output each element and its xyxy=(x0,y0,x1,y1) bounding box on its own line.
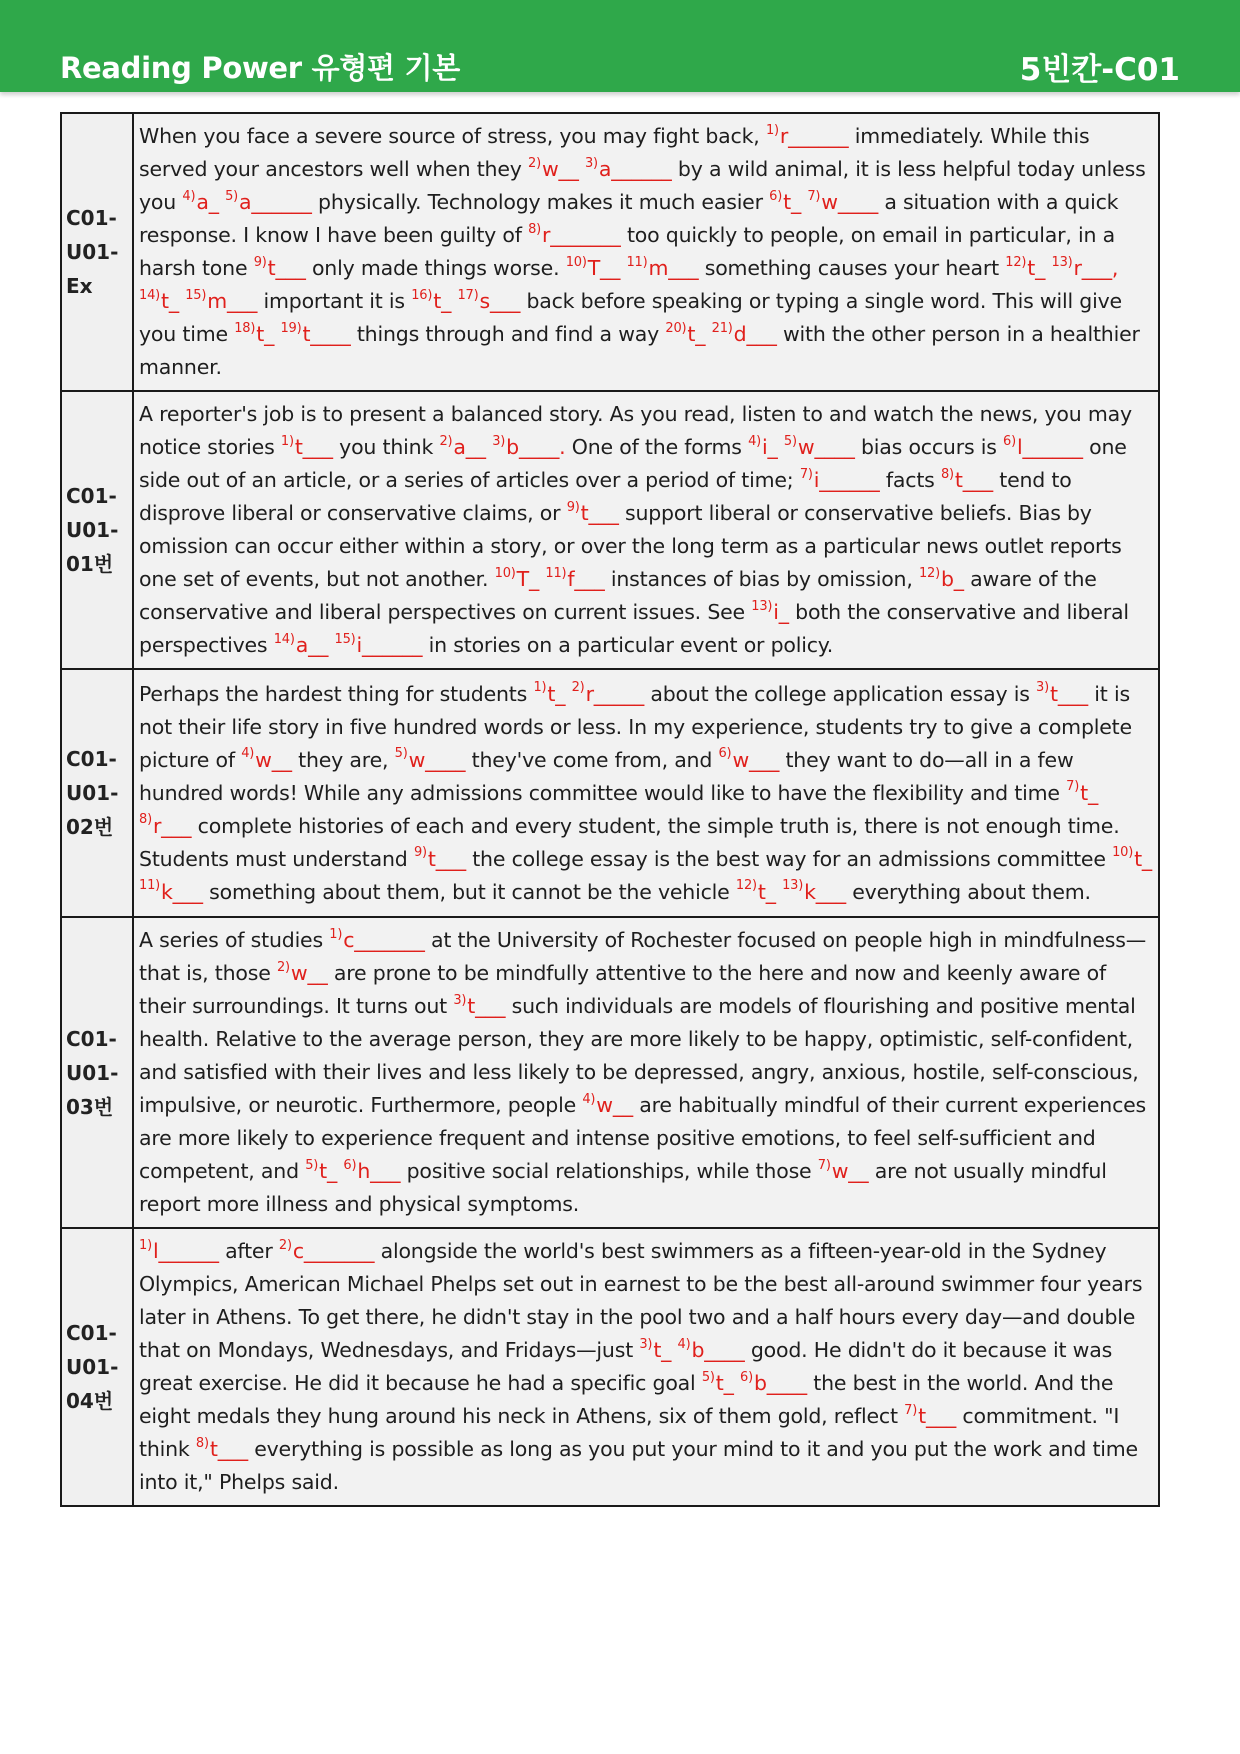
blank-number: 3) xyxy=(453,992,467,1008)
blank-field[interactable]: $^{1)}$t___ xyxy=(280,433,333,459)
blank-number: 1) xyxy=(139,1237,152,1253)
table-row xyxy=(61,113,1159,391)
blank-number: 1) xyxy=(329,926,343,942)
blank-field[interactable]: $^{4)}$w__ xyxy=(241,746,292,772)
blank-field[interactable]: $^{13)}$i_ xyxy=(751,598,789,624)
blank-number: 12) xyxy=(735,878,757,894)
blank-field[interactable]: $^{11)}$f___ xyxy=(545,565,605,591)
blank-field[interactable]: $^{16)}$t_ xyxy=(411,287,452,313)
blank-number: 7) xyxy=(817,1157,831,1173)
blank-field[interactable]: $^{2)}$c_______ xyxy=(278,1237,375,1263)
blank-number: 13) xyxy=(782,878,804,894)
row-label-line: 01번 xyxy=(66,552,114,576)
blank-field[interactable]: $^{5)}$t_ xyxy=(701,1369,734,1395)
blank-number: 4) xyxy=(748,433,762,449)
blank-field[interactable]: $^{14)}$a__ xyxy=(273,631,329,657)
blank-field[interactable]: $^{21)}$d___ xyxy=(711,320,777,346)
passage: $^{1)}$l______ after $^{2)}$c_______ alongside the world's best swimmers as a fifteen-year-old in the Sydney Olympics, American Michael Phelps set out in earnest to be the best all-around swimmer four years later in Athens. To get there, he didn't stay in the pool two and a half hours every day—and double that on Mondays, Wednesdays, and Fridays—just $^{3)}$t_ $^{4)}$b____ good. He didn't do it because it was great exercise. He did it because he had a specific goal $^{5)}$t_ $^{6)}$b____ the best in the world. And the eight medals they hung around his neck in Athens, six of them gold, reflect $^{7)}$t___ commitment. "I think $^{8)}$t___ everything is possible as long as you put your mind to it and you put the work and time into it," Phelps said. xyxy=(133,1228,1159,1506)
blank-number: 6) xyxy=(718,746,732,762)
blank-field[interactable]: $^{9)}$t___ xyxy=(566,499,619,525)
table-row xyxy=(61,669,1159,917)
blank-field[interactable]: $^{6)}$h___ xyxy=(343,1157,401,1183)
table-row xyxy=(61,1228,1159,1506)
blank-field[interactable]: $^{7)}$t___ xyxy=(904,1402,957,1428)
row-label-line: U01- xyxy=(66,240,119,264)
blank-number: 20) xyxy=(665,320,687,336)
blank-number: 5) xyxy=(305,1157,319,1173)
blank-number: 4) xyxy=(677,1336,691,1352)
blank-field[interactable]: $^{8)}$r_______ xyxy=(528,221,621,247)
blank-number: 6) xyxy=(343,1157,357,1173)
blank-number: 5) xyxy=(783,433,797,449)
blank-field[interactable]: $^{1)}$t_ xyxy=(533,680,566,706)
blank-field[interactable]: $^{5)}$a______ xyxy=(225,188,312,214)
blank-number: 7) xyxy=(904,1402,918,1418)
blank-number: 2) xyxy=(439,433,453,449)
blank-field[interactable]: $^{3)}$t_ xyxy=(639,1336,672,1362)
blank-number: 12) xyxy=(1005,254,1027,270)
blank-number: 13) xyxy=(751,598,773,614)
blank-number: 16) xyxy=(411,287,433,303)
blank-number: 13) xyxy=(1051,254,1073,270)
passage: A series of studies $^{1)}$c_______ at the University of Rochester focused on people high in mindfulness—that is, those $^{2)}$w__ are prone to be mindfully attentive to the here and now and keenly aware of their surroundings. It turns out $^{3)}$t___ such individuals are models of flourishing and positive mental health. Relative to the average person, they are more likely to be happy, optimistic, self-confident, and satisfied with their lives and less likely to be depressed, angry, anxious, hostile, self-conscious, impulsive, or neurotic. Furthermore, people $^{4)}$w__ are habitually mindful of their current experiences are more likely to experience frequent and intense positive emotions, to feel self-sufficient and competent, and $^{5)}$t_ $^{6)}$h___ positive social relationships, while those $^{7)}$w__ are not usually mindful report more illness and physical symptoms. xyxy=(133,917,1159,1228)
blank-field[interactable]: $^{12)}$t_ xyxy=(735,878,776,904)
blank-field[interactable]: $^{7)}$w____ xyxy=(807,188,879,214)
blank-field[interactable]: $^{19)}$t____ xyxy=(280,320,351,346)
blank-number: 19) xyxy=(280,320,302,336)
blank-field[interactable]: $^{2)}$w__ xyxy=(528,155,579,181)
blank-number: 6) xyxy=(740,1369,753,1385)
blank-field[interactable]: $^{10)}$t_ xyxy=(1112,845,1152,871)
blank-number: 8) xyxy=(139,812,152,828)
row-label-line: C01- xyxy=(66,484,117,508)
row-label-line: 03번 xyxy=(66,1094,114,1119)
blank-field[interactable]: $^{5)}$w____ xyxy=(394,746,466,772)
blank-number: 15) xyxy=(334,631,356,647)
blank-number: 3) xyxy=(492,433,506,449)
row-label-line: U01- xyxy=(66,781,119,805)
blank-field[interactable]: $^{9)}$t___ xyxy=(413,845,466,871)
blank-number: 10) xyxy=(494,565,516,581)
blank-field[interactable]: $^{15)}$m___ xyxy=(185,287,258,313)
blank-field[interactable]: $^{6)}$l______ xyxy=(1003,433,1083,459)
blank-field[interactable]: $^{13)}$r___, xyxy=(1051,254,1119,280)
blank-field[interactable]: $^{14)}$t_ xyxy=(139,287,179,313)
blank-field[interactable]: $^{7)}$t_ xyxy=(1066,779,1098,805)
page-header xyxy=(0,0,1240,92)
row-label-line: C01- xyxy=(66,206,117,230)
blank-field[interactable]: $^{3)}$a______ xyxy=(584,155,672,181)
row-label-line: C01- xyxy=(66,1026,117,1051)
blank-number: 4) xyxy=(582,1091,596,1107)
row-label-line: C01- xyxy=(66,747,117,771)
blank-field[interactable]: $^{20)}$t_ xyxy=(665,320,706,346)
row-label-line: Ex xyxy=(66,274,93,298)
blank-field[interactable]: $^{1)}$c_______ xyxy=(329,926,425,952)
blank-number: 4) xyxy=(182,188,196,204)
blank-number: 11) xyxy=(139,878,161,894)
blank-number: 4) xyxy=(241,746,255,762)
blank-number: 1) xyxy=(533,680,547,696)
blank-number: 8) xyxy=(195,1435,209,1451)
table-row xyxy=(61,917,1159,1228)
blank-field[interactable]: $^{6)}$w___ xyxy=(718,746,780,772)
blank-field[interactable]: $^{4)}$w__ xyxy=(582,1091,633,1117)
blank-number: 5) xyxy=(701,1369,715,1385)
section-code: 5빈칸-C01 xyxy=(1019,52,1180,88)
blank-number: 2) xyxy=(276,959,290,975)
row-label xyxy=(61,1228,133,1506)
blank-field[interactable]: $^{2)}$w__ xyxy=(276,959,328,985)
blank-field[interactable]: $^{10)}$T__ xyxy=(565,254,621,280)
blank-field[interactable]: $^{9)}$t___ xyxy=(253,254,306,280)
blank-number: 17) xyxy=(457,287,479,303)
blank-field[interactable]: $^{5)}$w____ xyxy=(783,433,855,459)
worksheet-table xyxy=(60,112,1160,1507)
blank-field[interactable]: $^{11)}$k___ xyxy=(139,878,203,904)
blank-field[interactable]: $^{11)}$m___ xyxy=(626,254,699,280)
blank-field[interactable]: $^{6)}$b____ xyxy=(740,1369,807,1395)
blank-field[interactable]: $^{3)}$t___ xyxy=(453,992,506,1018)
blank-field[interactable]: $^{1)}$l______ xyxy=(139,1237,219,1263)
blank-field[interactable]: $^{4)}$a_ xyxy=(182,188,219,214)
blank-field[interactable]: $^{12)}$t_ xyxy=(1005,254,1046,280)
blank-number: 8) xyxy=(940,466,954,482)
blank-field[interactable]: $^{17)}$s___ xyxy=(457,287,521,313)
blank-number: 9) xyxy=(253,254,267,270)
blank-number: 3) xyxy=(1036,680,1049,696)
blank-field[interactable]: $^{4)}$i_ xyxy=(748,433,778,459)
passage: When you face a severe source of stress, you may fight back, $^{1)}$r______ immediately. While this served your ancestors well when they $^{2)}$w__ $^{3)}$a______ by a wild animal, it is less helpful today unless you $^{4)}$a_ $^{5)}$a______ physically. Technology makes it much easier $^{6)}$t_ $^{7)}$w____ a situation with a quick response. I know I have been guilty of $^{8)}$r_______ too quickly to people, on email in particular, in a harsh tone $^{9)}$t___ only made things worse. $^{10)}$T__ $^{11)}$m___ something causes your heart $^{12)}$t_ $^{13)}$r___, $^{14)}$t_ $^{15)}$m___ important it is $^{16)}$t_ $^{17)}$s___ back before speaking or typing a single word. This will give you time $^{18)}$t_ $^{19)}$t____ things through and find a way $^{20)}$t_ $^{21)}$d___ with the other person in a healthier manner. xyxy=(133,113,1159,391)
blank-field[interactable]: $^{5)}$t_ xyxy=(305,1157,338,1183)
blank-field[interactable]: $^{3)}$b____. xyxy=(492,433,566,459)
blank-number: 11) xyxy=(626,254,648,270)
blank-field[interactable]: $^{3)}$t___ xyxy=(1036,680,1088,706)
passage: Perhaps the hardest thing for students $^{1)}$t_ $^{2)}$r_____ about the college application essay is $^{3)}$t___ it is not their life story in five hundred words or less. In my experience, students try to give a complete picture of $^{4)}$w__ they are, $^{5)}$w____ they've come from, and $^{6)}$w___ they want to do—all in a few hundred words! While any admissions committee would like to have the flexibility and time $^{7)}$t_ $^{8)}$r___ complete histories of each and every student, the simple truth is, there is not enough time. Students must understand $^{9)}$t___ the college essay is the best way for an admissions committee $^{10)}$t_ $^{11)}$k___ something about them, but it cannot be the vehicle $^{12)}$t_ $^{13)}$k___ everything about them. xyxy=(133,669,1159,917)
blank-number: 10) xyxy=(565,254,587,270)
blank-field[interactable]: $^{4)}$b____ xyxy=(677,1336,745,1362)
blank-field[interactable]: $^{8)}$r___ xyxy=(139,812,192,838)
blank-field[interactable]: $^{8)}$t___ xyxy=(195,1435,248,1461)
blank-field[interactable]: $^{13)}$k___ xyxy=(782,878,846,904)
row-label xyxy=(61,391,133,669)
blank-number: 18) xyxy=(234,320,256,336)
blank-number: 2) xyxy=(278,1237,292,1253)
blank-field[interactable]: $^{15)}$i______ xyxy=(334,631,423,657)
blank-number: 12) xyxy=(918,565,940,581)
blank-number: 7) xyxy=(799,466,813,482)
row-label-line: U01- xyxy=(66,518,119,542)
blank-number: 14) xyxy=(139,287,161,303)
blank-number: 3) xyxy=(639,1336,653,1352)
blank-field[interactable]: $^{10)}$T_ xyxy=(494,565,540,591)
blank-field[interactable]: $^{2)}$a__ xyxy=(439,433,486,459)
blank-number: 5) xyxy=(225,188,239,204)
blank-number: 2) xyxy=(528,155,541,171)
blank-number: 7) xyxy=(1066,779,1080,795)
blank-number: 9) xyxy=(413,845,427,861)
blank-field[interactable]: $^{18)}$t_ xyxy=(234,320,275,346)
row-label-line: 02번 xyxy=(66,815,114,839)
blank-number: 3) xyxy=(584,155,598,171)
row-label xyxy=(61,669,133,917)
passage: A reporter's job is to present a balanced story. As you read, listen to and watch the news, you may notice stories $^{1)}$t___ you think $^{2)}$a__ $^{3)}$b____. One of the forms $^{4)}$i_ $^{5)}$w____ bias occurs is $^{6)}$l______ one side out of an article, or a series of articles over a period of time; $^{7)}$i______ facts $^{8)}$t___ tend to disprove liberal or conservative claims, or $^{9)}$t___ support liberal or conservative beliefs. Bias by omission can occur either within a story, or over the long term as a particular news outlet reports one set of events, but not another. $^{10)}$T_ $^{11)}$f___ instances of bias by omission, $^{12)}$b_ aware of the conservative and liberal perspectives on current issues. See $^{13)}$i_ both the conservative and liberal perspectives $^{14)}$a__ $^{15)}$i______ in stories on a particular event or policy. xyxy=(133,391,1159,669)
blank-number: 6) xyxy=(1003,433,1016,449)
row-label-line: 04번 xyxy=(66,1389,114,1413)
page-title: Reading Power 유형편 기본 xyxy=(60,51,460,85)
blank-field[interactable]: $^{1)}$r______ xyxy=(765,122,849,148)
blank-number: 21) xyxy=(711,320,733,336)
blank-field[interactable]: $^{7)}$w__ xyxy=(817,1157,869,1183)
blank-number: 11) xyxy=(545,565,567,581)
row-label xyxy=(61,917,133,1228)
blank-field[interactable]: $^{6)}$t_ xyxy=(769,188,801,214)
blank-number: 8) xyxy=(528,221,542,237)
blank-number: 14) xyxy=(273,631,295,647)
blank-field[interactable]: $^{12)}$b_ xyxy=(918,565,964,591)
blank-number: 7) xyxy=(807,188,821,204)
blank-number: 15) xyxy=(185,287,207,303)
blank-number: 5) xyxy=(394,746,408,762)
blank-number: 1) xyxy=(280,433,294,449)
table-row xyxy=(61,391,1159,669)
blank-number: 6) xyxy=(769,188,783,204)
blank-field[interactable]: $^{7)}$i______ xyxy=(799,466,880,492)
blank-number: 10) xyxy=(1112,845,1134,861)
row-label-line: U01- xyxy=(66,1355,119,1379)
blank-number: 9) xyxy=(566,499,580,515)
blank-field[interactable]: $^{8)}$t___ xyxy=(940,466,993,492)
row-label xyxy=(61,113,133,391)
blank-number: 2) xyxy=(571,680,585,696)
row-label-line: C01- xyxy=(66,1321,117,1345)
row-label-line: U01- xyxy=(66,1060,119,1085)
blank-field[interactable]: $^{2)}$r_____ xyxy=(571,680,645,706)
blank-number: 1) xyxy=(765,122,779,138)
